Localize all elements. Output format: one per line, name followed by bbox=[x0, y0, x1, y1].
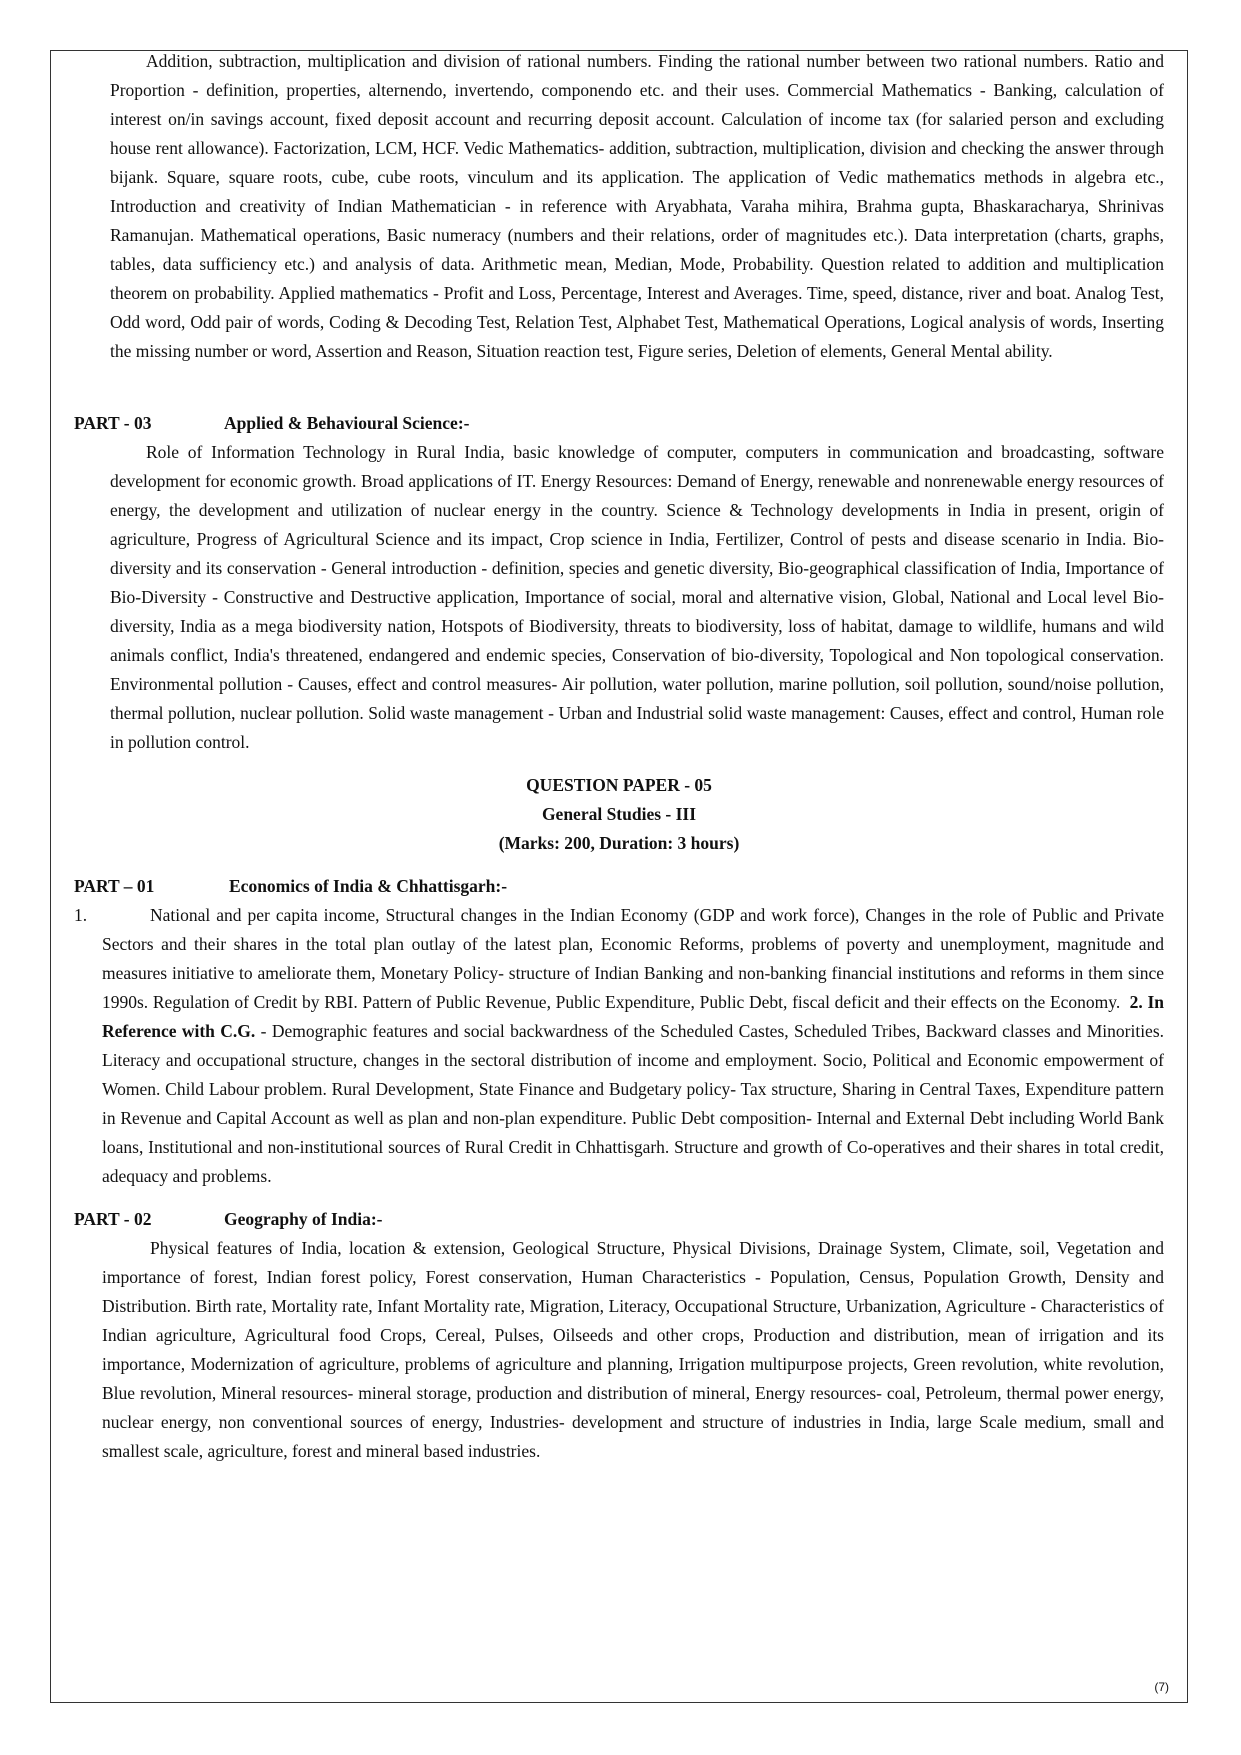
part03-body: Role of Information Technology in Rural India, basic knowledge of computer, computers in communication and broadcasting, software development for economic growth. Broad applications of IT. Energy Resources: Demand of Energy, renewable and nonrenewable energy resources of energy, the development and utilization of nuclear energy in the country. Science & Technology developments in India in present, origin of agriculture, Progress of Agricultural Science and its impact, Crop science in India, Fertilizer, Control of pests and disease scenario in India. Bio-diversity and its conservation - General introduction - definition, species and genetic diversity, Bio-geographical classification of India, Importance of Bio-Diversity - Constructive and Destructive application, Importance of social, moral and alternative vision, Global, National and Local level Bio-diversity, India as a mega biodiversity nation, Hotspots of Biodiversity, threats to biodiversity, loss of habitat, damage to wildlife, humans and wild animals conflict, India's threatened, endangered and endemic species, Conservation of bio-diversity, Topological and Non topological conservation. Environmental pollution - Causes, effect and control measures- Air pollution, water pollution, marine pollution, soil pollution, sound/noise pollution, thermal pollution, nuclear pollution. Solid waste management - Urban and Industrial solid waste management: Causes, effect and control, Human role in pollution control. bbox=[110, 442, 1164, 752]
document-body bbox=[74, 47, 1164, 1466]
paper-marks: (Marks: 200, Duration: 3 hours) bbox=[498, 833, 740, 853]
paper-subtitle: General Studies - III bbox=[541, 804, 697, 824]
paper-title: QUESTION PAPER - 05 bbox=[526, 775, 712, 795]
intro-paragraph: Addition, subtraction, multiplication and division of rational numbers. Finding the rational number between two rational numbers. Ratio and Proportion - definition, properties, alternendo, invertendo, componendo etc. and their uses. Commercial Mathematics - Banking, calculation of interest on/in savings account, fixed deposit account and recurring deposit account. Calculation of income tax (for salaried person and excluding house rent allowance). Factorization, LCM, HCF. Vedic Mathematics- addition, subtraction, multiplication, division and checking the answer through bijank. Square, square roots, cube, cube roots, vinculum and its application. The application of Vedic mathematics methods in algebra etc., Introduction and creativity of Indian Mathematician - in reference with Aryabhata, Varaha mihira, Brahma gupta, Bhaskaracharya, Shrinivas Ramanujan. Mathematical operations, Basic numeracy (numbers and their relations, order of magnitudes etc.). Data interpretation (charts, graphs, tables, data sufficiency etc.) and analysis of data. Arithmetic mean, Median, Mode, Probability. Question related to addition and multiplication theorem on probability. Applied mathematics - Profit and Loss, Percentage, Interest and Averages. Time, speed, distance, river and boat. Analog Test, Odd word, Odd pair of words, Coding & Decoding Test, Relation Test, Alphabet Test, Mathematical Operations, Logical analysis of words, Inserting the missing number or word, Assertion and Reason, Situation reaction test, Figure series, Deletion of elements, General Mental ability. bbox=[110, 51, 1164, 361]
part01-label: PART – 01 bbox=[74, 876, 155, 896]
part02-label: PART - 02 bbox=[74, 1209, 152, 1229]
part03-heading bbox=[74, 409, 1164, 438]
part02-body: Physical features of India, location & extension, Geological Structure, Physical Divisions, Drainage System, Climate, soil, Vegetation and importance of forest, Indian forest policy, Forest conservation, Human Characteristics - Population, Census, Population Growth, Density and Distribution. Birth rate, Mortality rate, Infant Mortality rate, Migration, Literacy, Occupational Structure, Urbanization, Agriculture - Characteristics of Indian agriculture, Agricultural food Crops, Cereal, Pulses, Oilseeds and other crops, Production and distribution, mean of irrigation and its importance, Modernization of agriculture, problems of agriculture and planning, Irrigation multipurpose projects, Green revolution, white revolution, Blue revolution, Mineral resources- mineral storage, production and distribution of mineral, Energy resources- coal, Petroleum, thermal power energy, nuclear energy, non conventional sources of energy, Industries- development and structure of industries in India, large Scale medium, small and smallest scale, agriculture, forest and mineral based industries. bbox=[102, 1238, 1164, 1461]
part01-body-b: - Demographic features and social backwardness of the Scheduled Castes, Scheduled Tribes, Backward classes and Minorities. Literacy and occupational structure, changes in the sectoral distribution of income and employment. Socio, Political and Economic empowerment of Women. Child Labour problem. Rural Development, State Finance and Budgetary policy- Tax structure, Sharing in Central Taxes, Expenditure pattern in Revenue and Capital Account as well as plan and non-plan expenditure. Public Debt composition- Internal and External Debt including World Bank loans, Institutional and non-institutional sources of Rural Credit in Chhattisgarh. Structure and growth of Co-operatives and their shares in total credit, adequacy and problems. bbox=[102, 1021, 1165, 1186]
part01-list-item bbox=[74, 901, 1165, 1191]
part01-body-a: National and per capita income, Structural changes in the Indian Economy (GDP and work force), Changes in the role of Public and Private Sectors and their shares in the total plan outlay of the latest plan, Economic Reforms, problems of poverty and unemployment, magnitude and measures initiative to ameliorate them, Monetary Policy- structure of Indian Banking and non-banking financial institutions and reforms in them since 1990s. Regulation of Credit by RBI. Pattern of Public Revenue, Public Expenditure, Public Debt, fiscal deficit and their effects on the Economy. bbox=[102, 905, 1164, 1012]
part01-ref-label: 2. In Reference with C.G. bbox=[102, 992, 1165, 1041]
part02-title: Geography of India:- bbox=[224, 1209, 383, 1229]
part03-label: PART - 03 bbox=[74, 413, 152, 433]
question-paper-header bbox=[74, 771, 1164, 858]
part02-heading bbox=[74, 1205, 1164, 1234]
page-number: (7) bbox=[1154, 1680, 1169, 1694]
part01-title: Economics of India & Chhattisgarh:- bbox=[229, 876, 508, 896]
part01-heading bbox=[74, 872, 1164, 901]
part01-item-number: 1. bbox=[74, 905, 88, 925]
part03-title: Applied & Behavioural Science:- bbox=[224, 413, 470, 433]
part02-body-block bbox=[102, 1234, 1164, 1466]
